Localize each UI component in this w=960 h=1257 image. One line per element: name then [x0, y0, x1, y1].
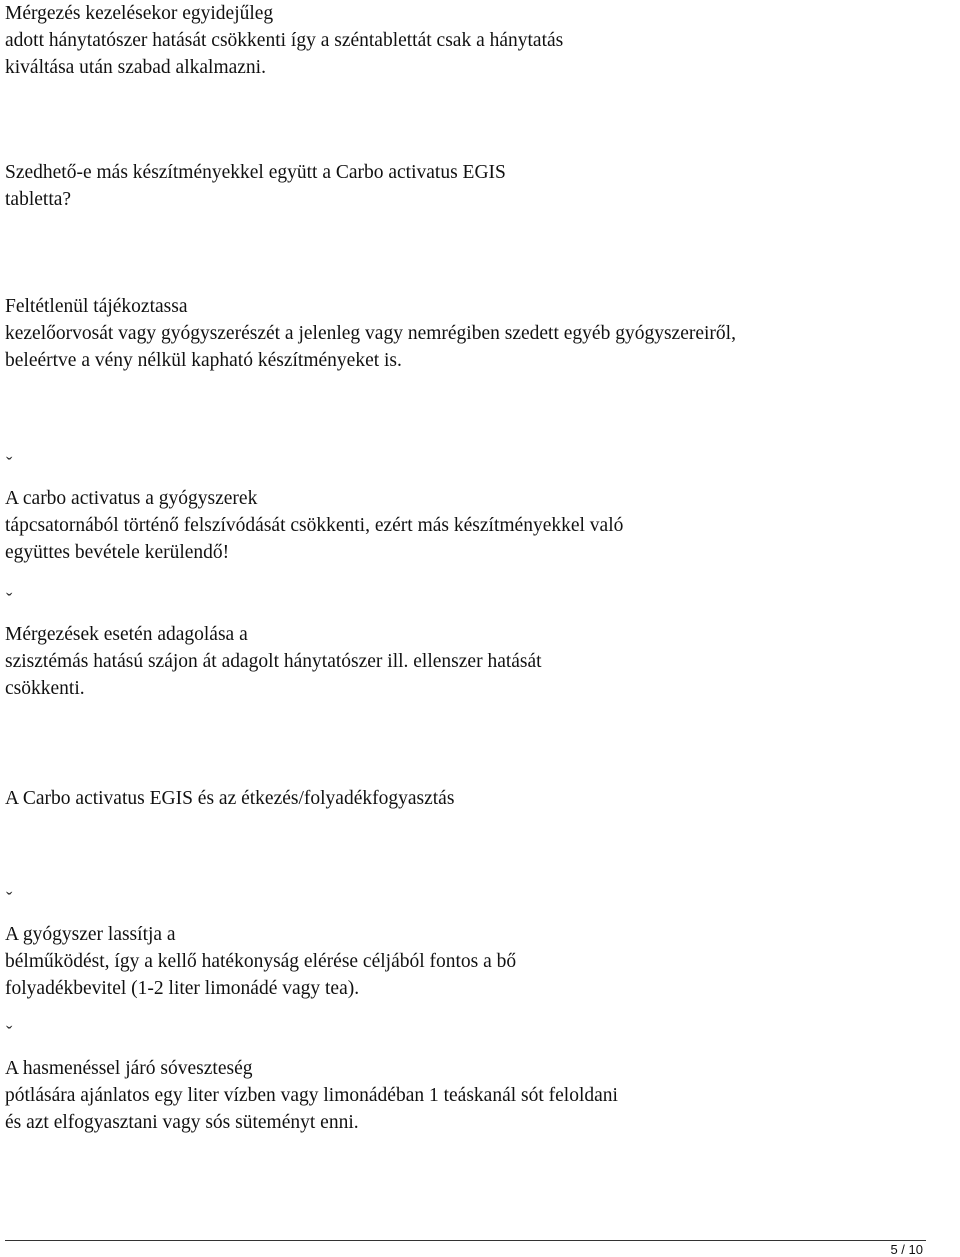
- bullet-text-line: pótlására ajánlatos egy liter vízben vagy limonádéban 1 teáskanál sót feloldani: [5, 1085, 618, 1106]
- bullet-text-line: tápcsatornából történő felszívódását csökkenti, ezért más készítményekkel való: [5, 515, 624, 536]
- section-heading-line: A Carbo activatus EGIS és az étkezés/folyadékfogyasztás: [5, 788, 455, 809]
- bullet-text-line: A gyógyszer lassítja a: [5, 924, 176, 945]
- text-line: Feltétlenül tájékoztassa: [5, 296, 188, 317]
- caron-bullet-icon: ˇ: [6, 889, 13, 910]
- bullet-text-line: Mérgezések esetén adagolása a: [5, 624, 248, 645]
- bullet-text-line: A hasmenéssel járó sóveszteség: [5, 1058, 253, 1079]
- bullet-text-line: folyadékbevitel (1-2 liter limonádé vagy tea).: [5, 978, 360, 999]
- page-number: 5 / 10: [890, 1242, 923, 1257]
- caron-bullet-icon: ˇ: [6, 590, 13, 611]
- bullet-text-line: csökkenti.: [5, 678, 85, 699]
- bullet-text-line: szisztémás hatású szájon át adagolt hánytatószer ill. ellenszer hatását: [5, 651, 542, 672]
- section-heading-line: Szedhető-e más készítményekkel együtt a Carbo activatus EGIS: [5, 162, 506, 183]
- footer-divider: [5, 1240, 926, 1241]
- text-line: adott hánytatószer hatását csökkenti így a széntablettát csak a hánytatás: [5, 30, 564, 51]
- text-line: beleértve a vény nélkül kapható készítményeket is.: [5, 350, 402, 371]
- text-line: Mérgezés kezelésekor egyidejűleg: [5, 3, 274, 24]
- bullet-text-line: együttes bevétele kerülendő!: [5, 542, 230, 563]
- bullet-text-line: A carbo activatus a gyógyszerek: [5, 488, 258, 509]
- section-heading-line: tabletta?: [5, 189, 72, 210]
- bullet-text-line: és azt elfogyasztani vagy sós süteményt enni.: [5, 1112, 359, 1133]
- bullet-text-line: bélműködést, így a kellő hatékonyság elérése céljából fontos a bő: [5, 951, 517, 972]
- caron-bullet-icon: ˇ: [6, 1023, 13, 1044]
- text-line: kezelőorvosát vagy gyógyszerészét a jelenleg vagy nemrégiben szedett egyéb gyógyszereiről,: [5, 323, 736, 344]
- text-line: kiváltása után szabad alkalmazni.: [5, 57, 266, 78]
- caron-bullet-icon: ˇ: [6, 454, 13, 475]
